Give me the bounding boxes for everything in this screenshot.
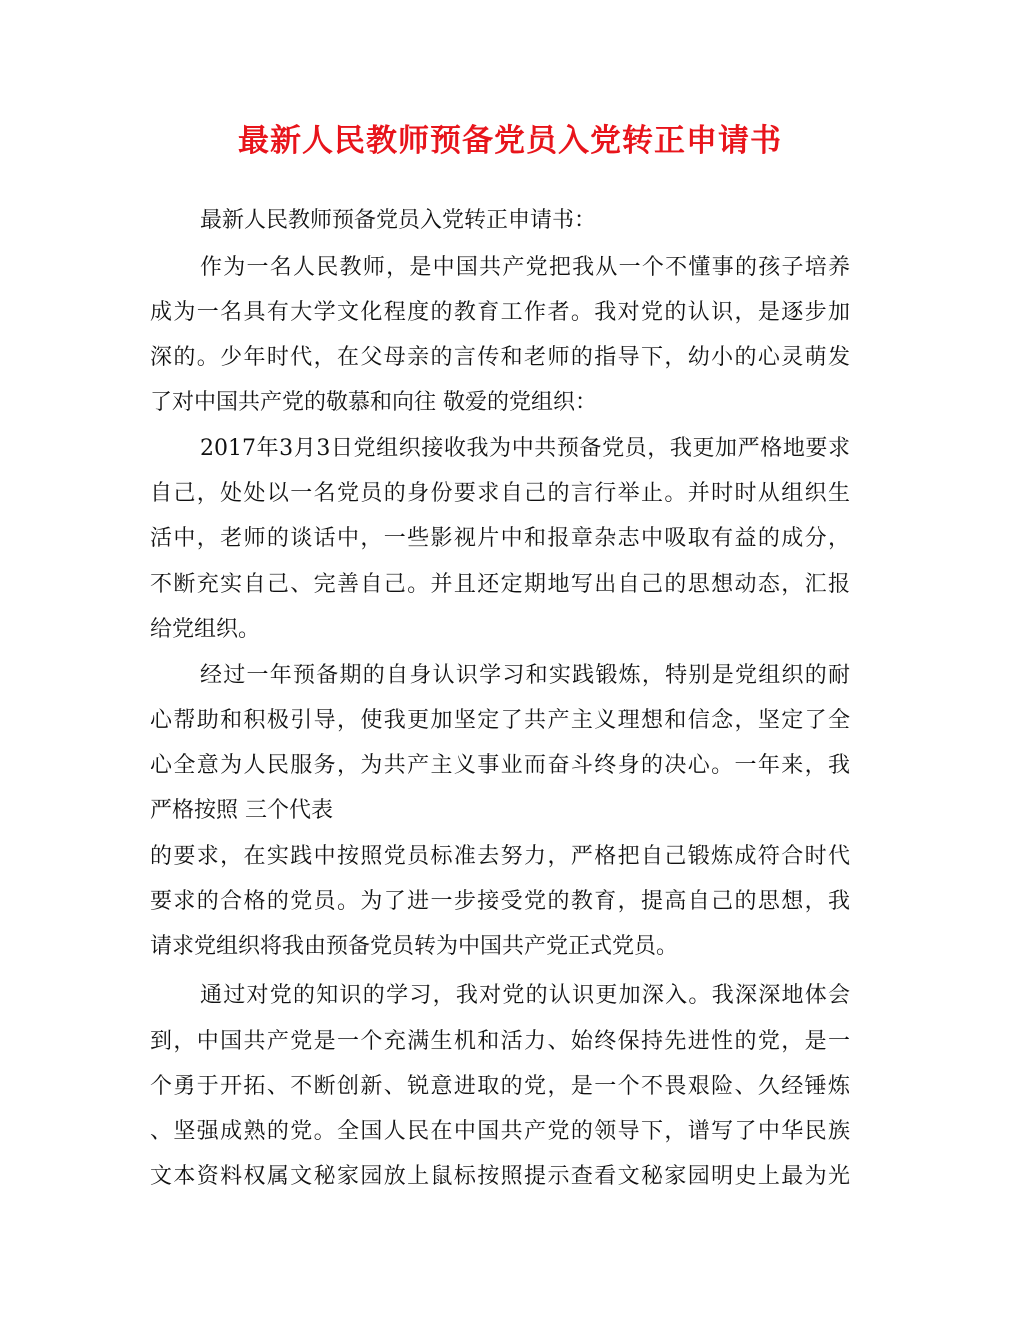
paragraph-1-line-2: 成为一名具有大学文化程度的教育工作者。我对党的认识，是逐步加 [150,300,850,325]
paragraph-5-line-5: 文本资料权属文秘家园放上鼠标按照提示查看文秘家园明史上最为光 [150,1164,850,1189]
paragraph-5-line-1: 通过对党的知识的学习，我对党的认识更加深入。我深深地体会 [200,983,850,1008]
paragraph-2-line-1: 2017年3月3日党组织接收我为中共预备党员，我更加严格地要求 [200,436,850,461]
paragraph-2-line-3: 活中，老师的谈话中，一些影视片中和报章杂志中吸取有益的成分， [150,526,850,551]
paragraph-2-line-4: 不断充实自己、完善自己。并且还定期地写出自己的思想动态，汇报 [150,572,850,597]
paragraph-3-line-1: 经过一年预备期的自身认识学习和实践锻炼，特别是党组织的耐 [200,663,850,688]
document-title: 最新人民教师预备党员入党转正申请书 [238,123,782,159]
paragraph-2-line-5: 给党组织。 [150,617,261,642]
paragraph-5-line-4: 、坚强成熟的党。全国人民在中国共产党的领导下，谱写了中华民族 [150,1119,850,1144]
paragraph-3-line-2: 心帮助和积极引导，使我更加坚定了共产主义理想和信念，坚定了全 [150,708,850,733]
paragraph-4-line-1: 的要求，在实践中按照党员标准去努力，严格把自己锻炼成符合时代 [150,844,850,869]
paragraph-1-line-3: 深的。少年时代，在父母亲的言传和老师的指导下，幼小的心灵萌发 [150,345,850,370]
paragraph-4-line-3: 请求党组织将我由预备党员转为中国共产党正式党员。 [150,934,679,959]
paragraph-4-line-2: 要求的合格的党员。为了进一步接受党的教育，提高自己的思想，我 [150,889,850,914]
paragraph-1-line-4: 了对中国共产党的敬慕和向往 敬爱的党组织： [150,390,597,415]
paragraph-5-line-3: 个勇于开拓、不断创新、锐意进取的党，是一个不畏艰险、久经锤炼 [150,1074,850,1099]
salutation-line: 最新人民教师预备党员入党转正申请书： [200,208,597,233]
paragraph-3-line-4: 严格按照 三个代表 [150,798,333,823]
paragraph-3-line-3: 心全意为人民服务，为共产主义事业而奋斗终身的决心。一年来，我 [150,753,850,778]
paragraph-5-line-2: 到，中国共产党是一个充满生机和活力、始终保持先进性的党，是一 [150,1029,850,1054]
paragraph-1-line-1: 作为一名人民教师，是中国共产党把我从一个不懂事的孩子培养 [200,255,850,280]
paragraph-2-line-2: 自己，处处以一名党员的身份要求自己的言行举止。并时时从组织生 [150,481,850,506]
